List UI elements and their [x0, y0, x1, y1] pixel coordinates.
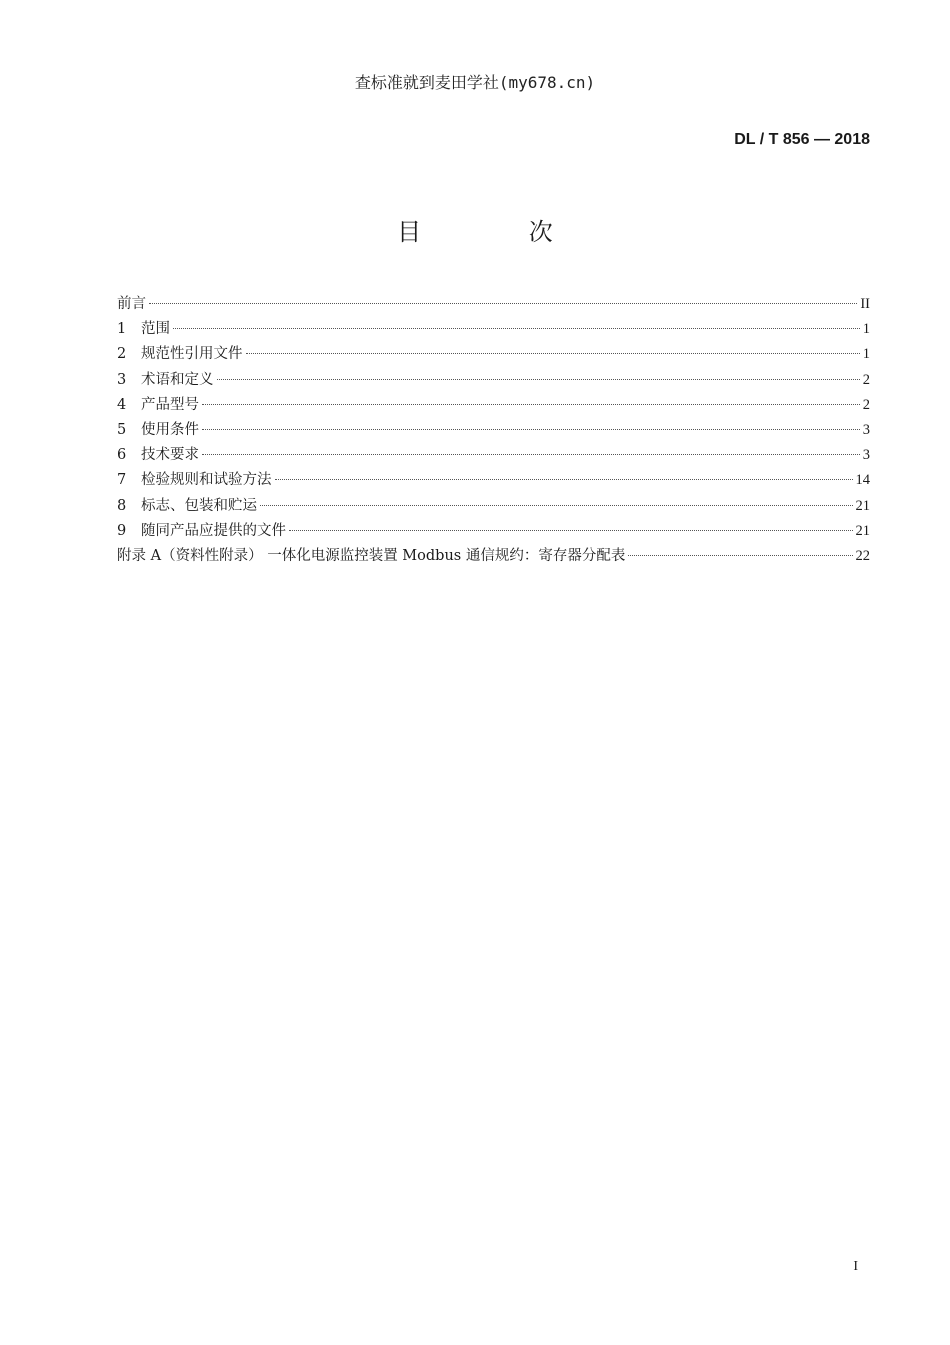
toc-entry[interactable] [117, 468, 870, 493]
toc-entry-number: 4 [117, 396, 127, 413]
toc-leader-dots [202, 429, 860, 430]
toc-leader-dots [173, 328, 860, 329]
toc-entry-page: 3 [862, 447, 870, 464]
toc-leader-dots [246, 353, 860, 354]
toc-entry-label: 技术要求 [141, 447, 199, 464]
toc-leader-dots [260, 505, 853, 506]
toc-entry-label: 附录 A（资料性附录） 一体化电源监控装置 Modbus 通信规约：寄存器分配表 [117, 547, 626, 564]
toc-entry-number: 7 [117, 472, 127, 489]
toc-entry-label: 使用条件 [141, 421, 199, 438]
document-code: DL / T 856 — 2018 [734, 131, 870, 148]
toc-entry-page: 22 [855, 547, 870, 564]
toc-entry-number: 1 [117, 321, 127, 338]
toc-entry-label: 规范性引用文件 [141, 346, 243, 363]
toc-entry-label: 术语和定义 [141, 371, 214, 388]
toc-leader-dots [628, 555, 852, 556]
toc-entry-label: 随同产品应提供的文件 [141, 522, 286, 539]
toc-entry-label: 产品型号 [141, 396, 199, 413]
toc-leader-dots [217, 379, 860, 380]
toc-entry-label: 前言 [117, 296, 146, 312]
toc-entry-page: 1 [862, 346, 870, 363]
toc-entry[interactable] [117, 317, 870, 342]
toc-leader-dots [202, 454, 860, 455]
toc-entry[interactable] [117, 342, 870, 367]
toc-entry-number: 6 [117, 447, 127, 464]
toc-entry-page: 21 [855, 497, 870, 514]
toc-entry-page: 2 [862, 371, 870, 388]
toc-entry-label: 检验规则和试验方法 [141, 472, 272, 489]
toc-leader-dots [289, 530, 853, 531]
toc-entry-page: 1 [862, 321, 870, 338]
toc-entry[interactable] [117, 519, 870, 544]
toc-entry[interactable] [117, 418, 870, 443]
watermark-text: 查标准就到麦田学社(my678.cn) [354, 73, 596, 92]
page-title: 目 次 [397, 218, 603, 246]
toc-entry-page: 14 [855, 472, 870, 489]
toc-entry-number: 3 [117, 371, 127, 388]
toc-entry[interactable] [117, 544, 870, 569]
toc-entry-label: 标志、包装和贮运 [141, 497, 257, 514]
toc-entry-label: 范围 [141, 321, 170, 338]
toc-entry[interactable] [117, 368, 870, 393]
toc-entry-page: 21 [855, 522, 870, 539]
toc-entry-number: 5 [117, 421, 127, 438]
toc-entry-number: 2 [117, 346, 127, 363]
toc-entry[interactable] [117, 443, 870, 468]
toc-entry-number: 9 [117, 522, 127, 539]
toc-leader-dots [202, 404, 860, 405]
toc-entry[interactable] [117, 494, 870, 519]
toc-leader-dots [149, 303, 857, 304]
toc-entry-number: 8 [117, 497, 127, 514]
toc-entry-page: 2 [862, 396, 870, 413]
toc-leader-dots [275, 479, 853, 480]
toc-entry[interactable] [117, 393, 870, 418]
table-of-contents [117, 292, 870, 569]
toc-entry-page: 3 [862, 421, 870, 438]
page-number: I [853, 1259, 858, 1274]
toc-entry[interactable] [117, 292, 870, 317]
toc-entry-page: II [860, 296, 870, 312]
